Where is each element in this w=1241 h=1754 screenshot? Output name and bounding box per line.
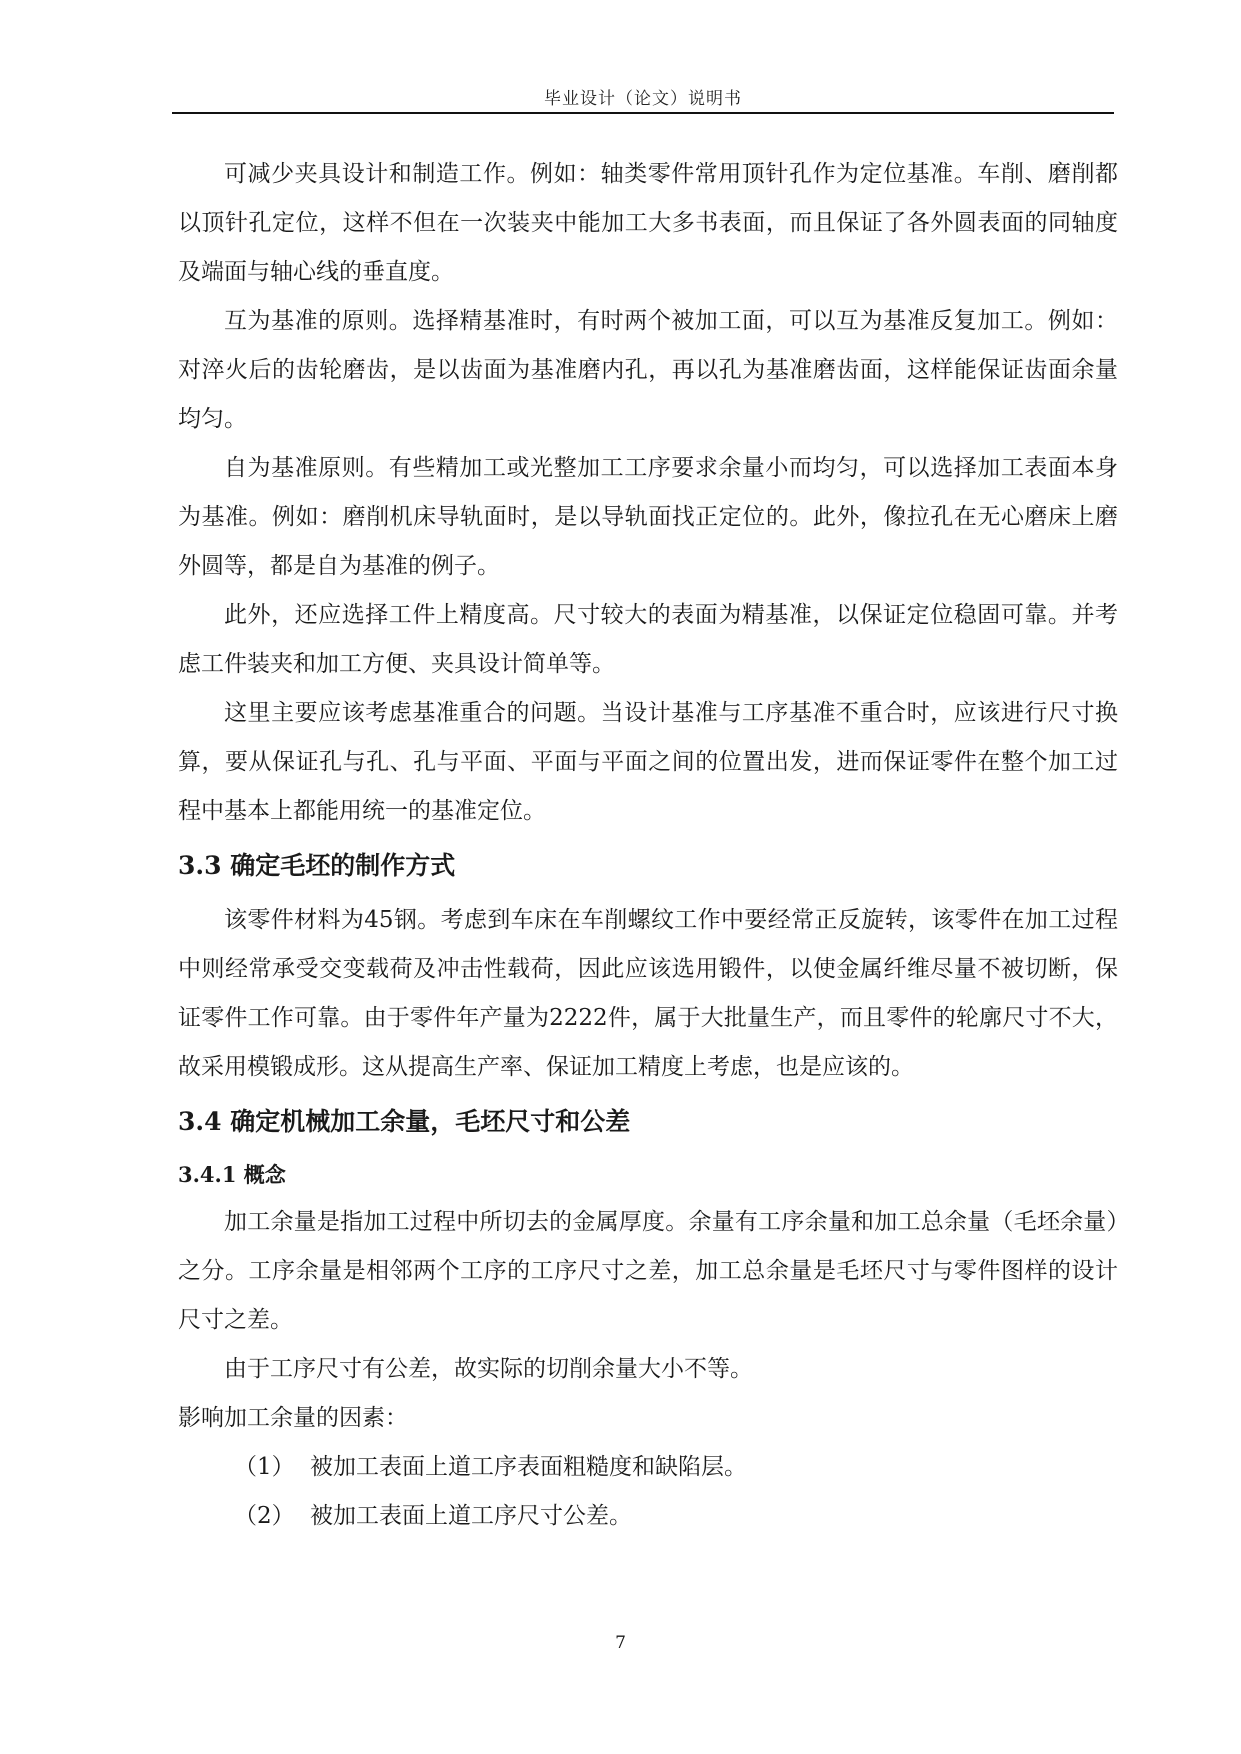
header-divider bbox=[172, 112, 1114, 114]
section-heading-3-4: 3.4 确定机械加工余量，毛坯尺寸和公差 bbox=[178, 1107, 631, 1136]
paragraph-precision-surface: 此外，还应选择工件上精度高。尺寸较大的表面为精基准，以保证定位稳固可靠。并考虑工件装夹和加工方便、夹具设计简单等。 bbox=[178, 602, 1118, 677]
paragraph-tolerance-note: 由于工序尺寸有公差，故实际的切削余量大小不等。 bbox=[224, 1356, 753, 1382]
list-item-text: 被加工表面上道工序尺寸公差。 bbox=[310, 1503, 632, 1529]
document-body bbox=[178, 150, 1118, 1541]
section-heading-3-3: 3.3 确定毛坯的制作方式 bbox=[178, 851, 456, 880]
list-item bbox=[178, 1443, 1118, 1492]
page-number: 7 bbox=[615, 1633, 626, 1653]
list-item-number: （1） bbox=[234, 1454, 295, 1480]
list-item-text: 被加工表面上道工序表面粗糙度和缺陷层。 bbox=[310, 1454, 747, 1480]
subsection-heading-3-4-1: 3.4.1 概念 bbox=[178, 1162, 286, 1187]
list-item bbox=[178, 1492, 1118, 1541]
paragraph-self-datum: 自为基准原则。有些精加工或光整加工工序要求余量小而均匀，可以选择加工表面本身为基准。例如：磨削机床导轨面时，是以导轨面找正定位的。此外，像拉孔在无心磨床上磨外圆等，都是自为基准的例子。 bbox=[178, 455, 1118, 579]
page-header-title: 毕业设计（论文）说明书 bbox=[544, 89, 742, 109]
paragraph-fixture-reduction: 可减少夹具设计和制造工作。例如：轴类零件常用顶针孔作为定位基准。车削、磨削都以顶针孔定位，这样不但在一次装夹中能加工大多书表面，而且保证了各外圆表面的同轴度及端面与轴心线的垂直度。 bbox=[178, 161, 1118, 285]
paragraph-datum-coincidence: 这里主要应该考虑基准重合的问题。当设计基准与工序基准不重合时，应该进行尺寸换算，要从保证孔与孔、孔与平面、平面与平面之间的位置出发，进而保证零件在整个加工过程中基本上都能用统一的基准定位。 bbox=[178, 700, 1118, 824]
paragraph-allowance-definition: 加工余量是指加工过程中所切去的金属厚度。余量有工序余量和加工总余量（毛坯余量）之分。工序余量是相邻两个工序的工序尺寸之差，加工总余量是毛坯尺寸与零件图样的设计尺寸之差。 bbox=[178, 1209, 1118, 1333]
list-item-number: （2） bbox=[234, 1503, 295, 1529]
paragraph-mutual-datum: 互为基准的原则。选择精基准时，有时两个被加工面，可以互为基准反复加工。例如：对淬火后的齿轮磨齿，是以齿面为基准磨内孔，再以孔为基准磨齿面，这样能保证齿面余量均匀。 bbox=[178, 308, 1118, 432]
paragraph-blank-method: 该零件材料为45钢。考虑到车床在车削螺纹工作中要经常正反旋转，该零件在加工过程中则经常承受交变载荷及冲击性载荷，因此应该选用锻件，以使金属纤维尽量不被切断，保证零件工作可靠。由于零件年产量为2222件，属于大批量生产，而且零件的轮廓尺寸不大，故采用模锻成形。这从提高生产率、保证加工精度上考虑，也是应该的。 bbox=[178, 907, 1118, 1080]
paragraph-factors-intro: 影响加工余量的因素： bbox=[178, 1405, 408, 1431]
